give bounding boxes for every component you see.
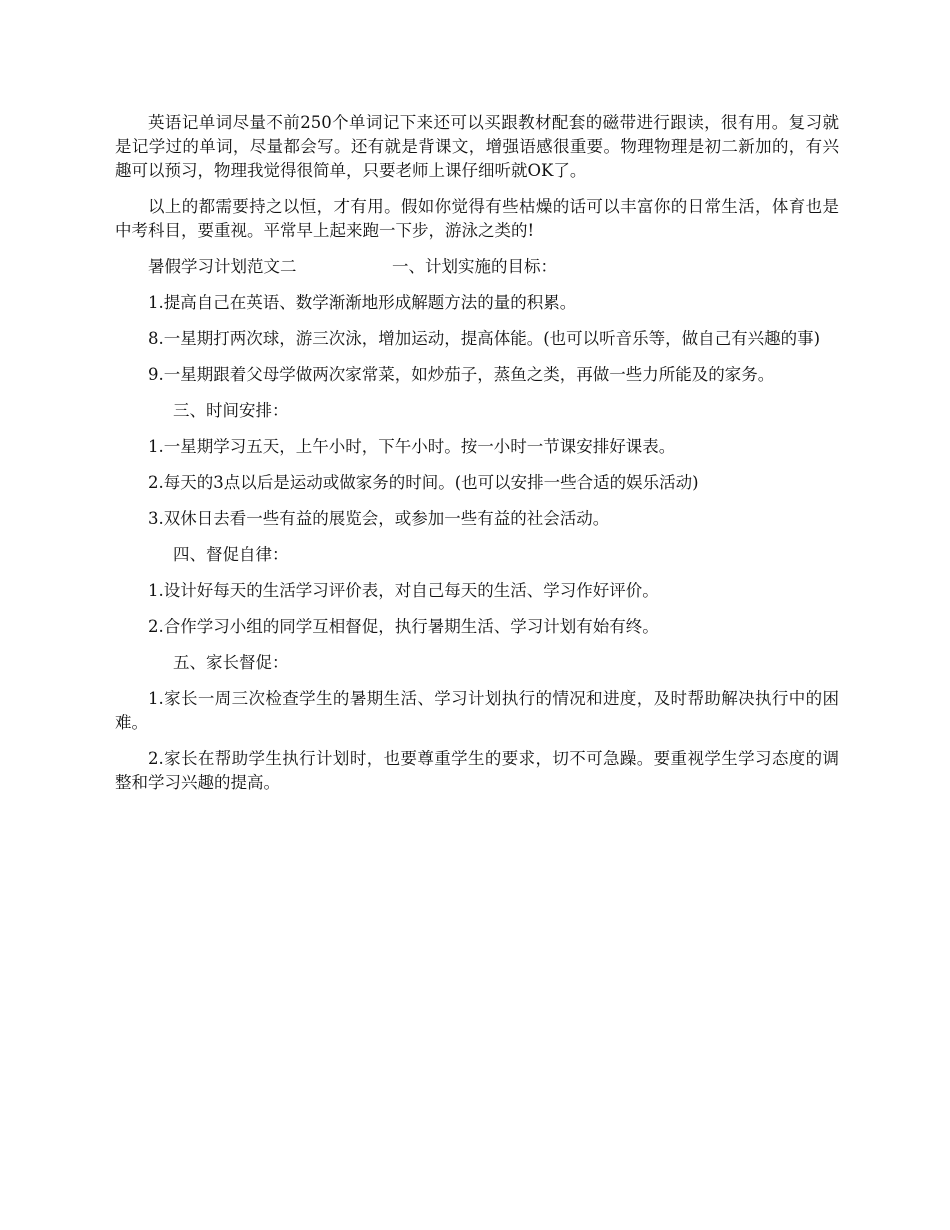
plan-title-line <box>115 255 839 279</box>
section5-title: 五、家长督促： <box>173 653 289 672</box>
paragraph-english-physics: 英语记单词尽量不前250个单词记下来还可以买跟教材配套的磁带进行跟读，很有用。复习就是记学过的单词，尽量都会写。还有就是背课文，增强语感很重要。物理物理是初二新加的，有兴趣可以预习，物理我觉得很简单，只要老师上课仔细听就OK了。 <box>115 113 839 180</box>
parent-supervision-item: 2.家长在帮助学生执行计划时，也要尊重学生的要求，切不可急躁。要重视学生学习态度的调整和学习兴趣的提高。 <box>115 749 839 792</box>
schedule-item: 2.每天的3点以后是运动或做家务的时间。(也可以安排一些合适的娱乐活动) <box>148 473 699 492</box>
parent-supervision-item: 1.家长一周三次检查学生的暑期生活、学习计划执行的情况和进度，及时帮助解决执行中的困难。 <box>115 689 839 732</box>
goal-item: 9.一星期跟着父母学做两次家常菜，如炒茄子，蒸鱼之类，再做一些力所能及的家务。 <box>148 365 775 384</box>
goal-item: 1.提高自己在英语、数学渐渐地形成解题方法的量的积累。 <box>148 293 577 312</box>
self-discipline-item: 1.设计好每天的生活学习评价表，对自己每天的生活、学习作好评价。 <box>148 581 659 600</box>
self-discipline-item: 2.合作学习小组的同学互相督促，执行暑期生活、学习计划有始有终。 <box>148 617 659 636</box>
section3-title: 三、时间安排： <box>173 401 289 420</box>
section4-title: 四、督促自律： <box>173 545 289 564</box>
schedule-item: 3.双休日去看一些有益的展览会，或参加一些有益的社会活动。 <box>148 509 610 528</box>
document-body <box>115 111 839 807</box>
schedule-item: 1.一星期学习五天，上午小时，下午小时。按一小时一节课安排好课表。 <box>148 437 676 456</box>
plan-title: 暑假学习计划范文二 <box>148 257 297 276</box>
section1-title: 一、计划实施的目标： <box>392 257 557 276</box>
paragraph-persistence: 以上的都需要持之以恒，才有用。假如你觉得有些枯燥的话可以丰富你的日常生活，体育也是中考科目，要重视。平常早上起来跑一下步，游泳之类的! <box>115 197 839 240</box>
goal-item: 8.一星期打两次球，游三次泳，增加运动，提高体能。(也可以听音乐等，做自己有兴趣的事) <box>148 329 821 348</box>
